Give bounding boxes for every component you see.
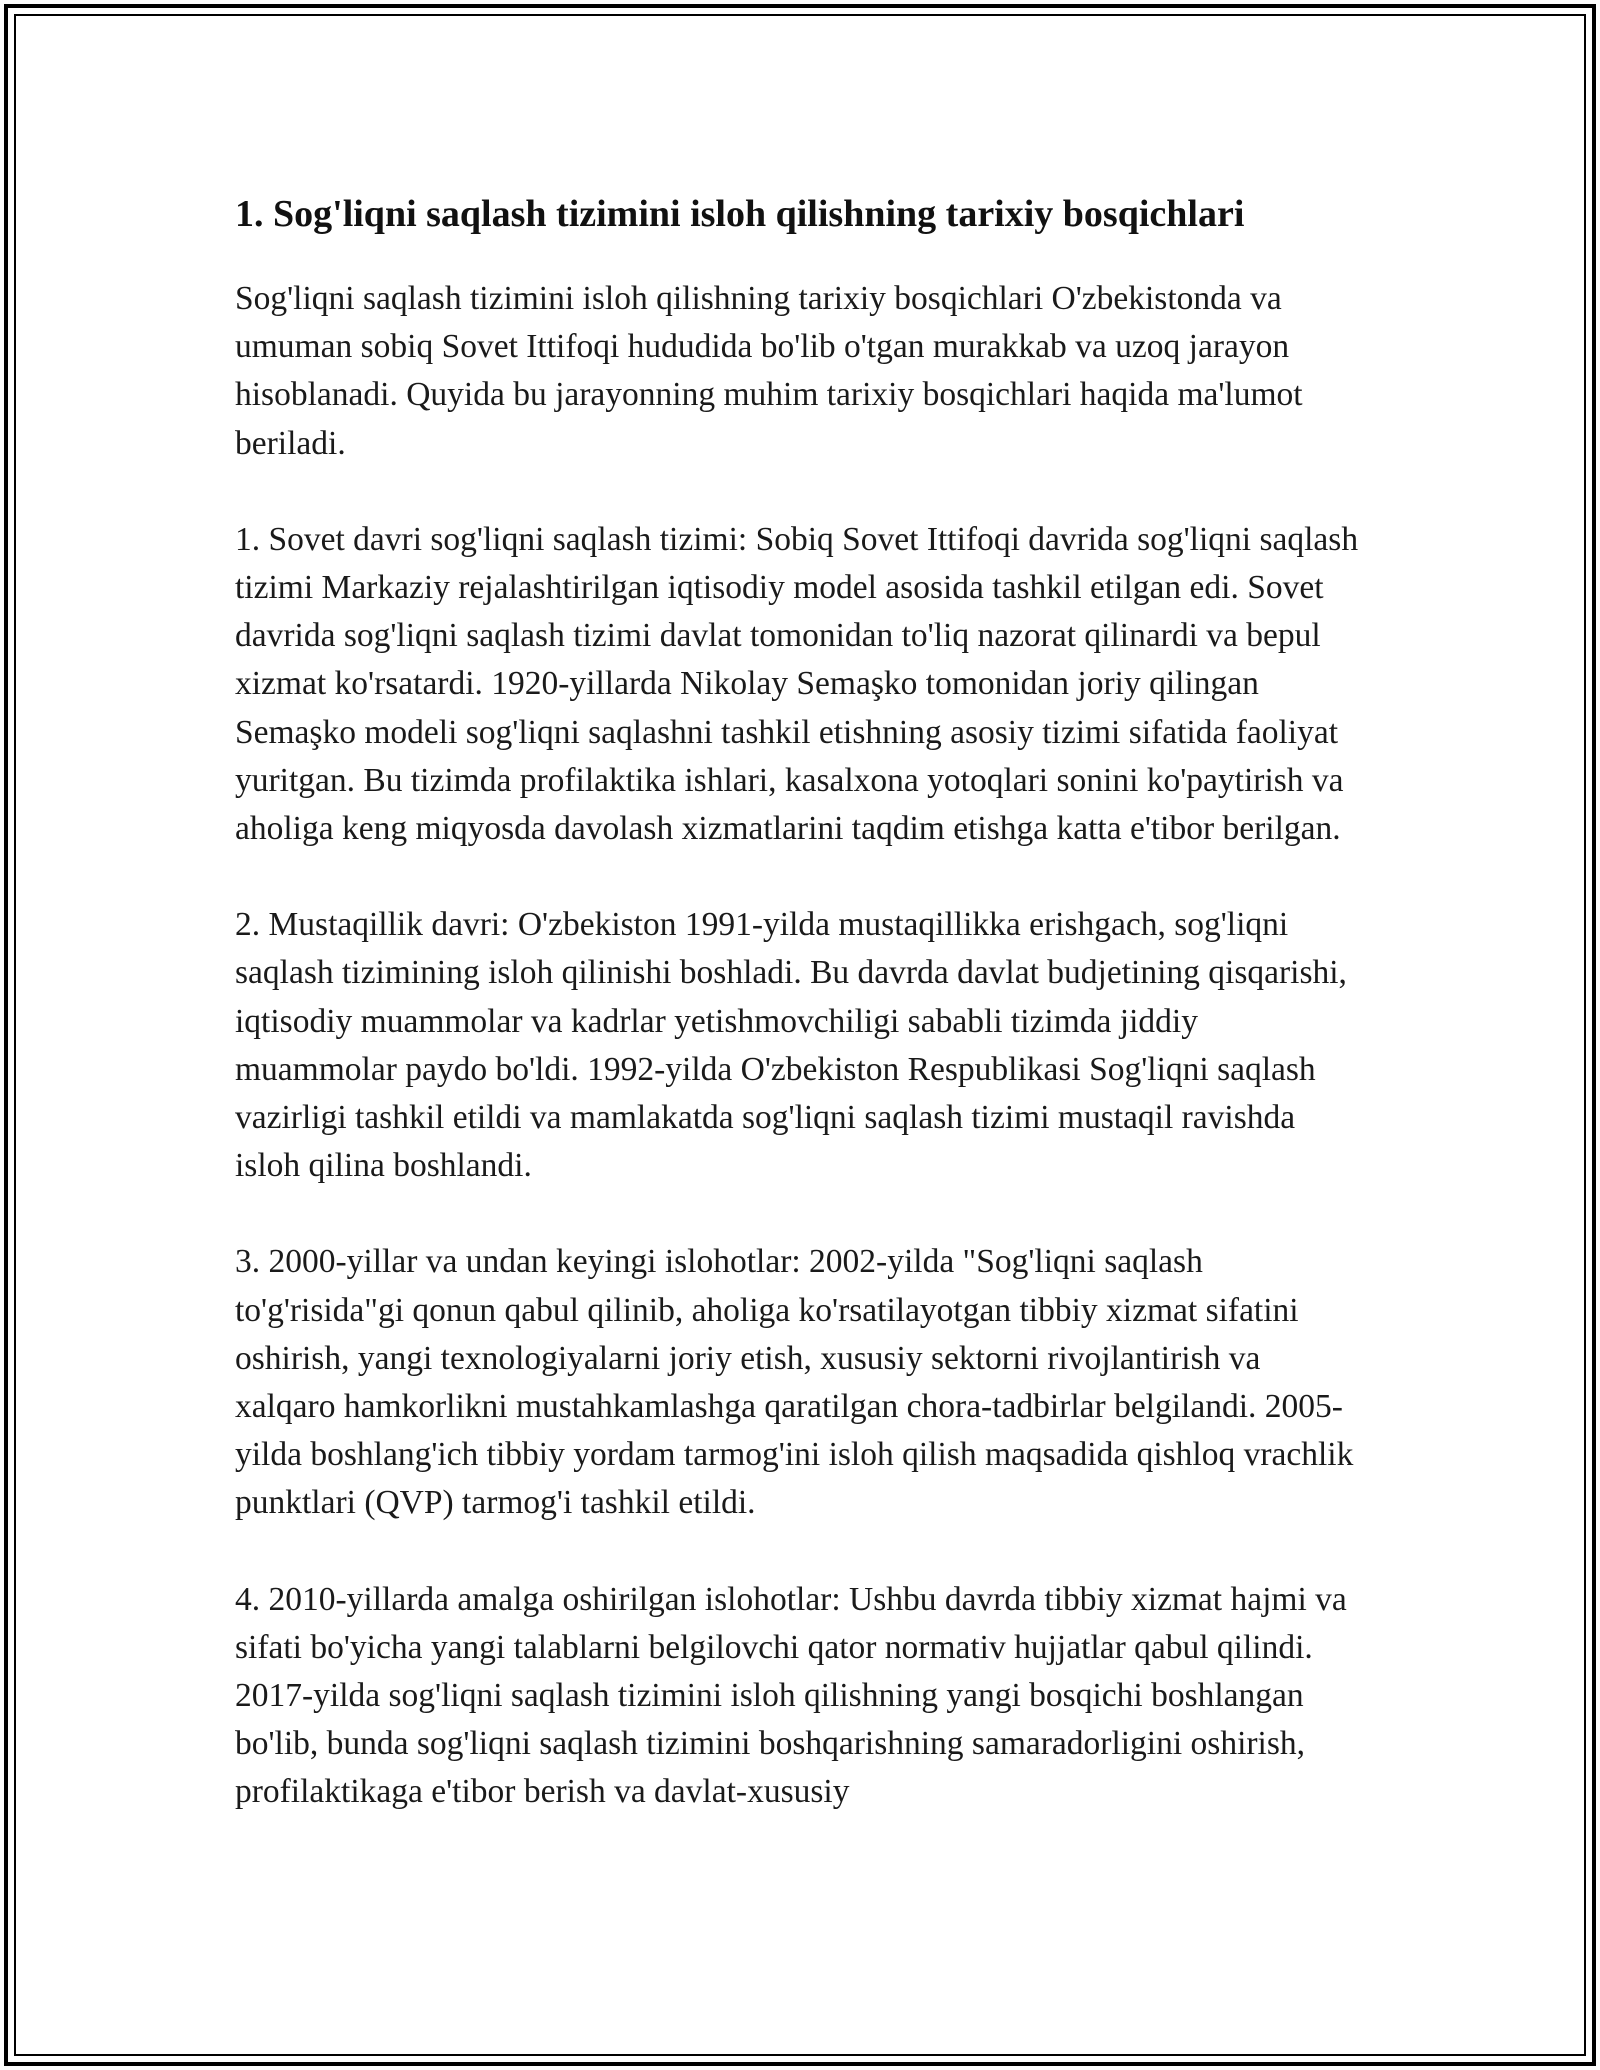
intro-paragraph: Sog'liqni saqlash tizimini isloh qilishning tarixiy bosqichlari O'zbekistonda va umuman sobiq Sovet Ittifoqi hududida bo'lib o'tgan murakkab va uzoq jarayon hisoblanadi. Quyida bu jarayonning muhim tarixiy bosqichlari haqida ma'lumot beriladi.	[235, 280, 1303, 462]
paragraph-independence-period: 2. Mustaqillik davri: O'zbekiston 1991-yilda mustaqillikka erishgach, sog'liqni saqlash tizimining isloh qilinishi boshladi. Bu davrda davlat budjetining qisqarishi, iqtisodiy muammolar va kadrlar yetishmovchiligi sababli tizimda jiddiy muammolar paydo bo'ldi. 1992-yilda O'zbekiston Respublikasi Sog'liqni saqlash vazirligi tashkil etildi va mamlakatda sog'liqni saqlash tizimi mustaqil ravishda isloh qilina boshlandi.	[235, 906, 1347, 1185]
paragraph-soviet-period: 1. Sovet davri sog'liqni saqlash tizimi: Sobiq Sovet Ittifoqi davrida sog'liqni saqlash tizimi Markaziy rejalashtirilgan iqtisodiy model asosida tashkil etilgan edi. Sovet davrida sog'liqni saqlash tizimi davlat tomonidan to'liq nazorat qilinardi va bepul xizmat ko'rsatardi. 1920-yillarda Nikolay Semaşko tomonidan joriy qilingan Semaşko modeli sog'liqni saqlashni tashkil etishning asosiy tizimi sifatida faoliyat yuritgan. Bu tizimda profilaktika ishlari, kasalxona yotoqlari sonini ko'paytirish va aholiga keng miqyosda davolash xizmatlarini taqdim etishga katta e'tibor berilgan.	[235, 520, 1359, 848]
section-heading: 1. Sog'liqni saqlash tizimini isloh qilishning tarixiy bosqichlari	[235, 193, 1245, 235]
document-body	[235, 185, 1365, 1865]
paragraph-2010s-reforms: 4. 2010-yillarda amalga oshirilgan islohotlar: Ushbu davrda tibbiy xizmat hajmi va sifati bo'yicha yangi talablarni belgilovchi qator normativ hujjatlar qabul qilindi. 2017-yilda sog'liqni saqlash tizimini isloh qilishning yangi bosqichi boshlangan bo'lib, bunda sog'liqni saqlash tizimini boshqarishning samaradorligini oshirish, profilaktikaga e'tibor berish va davlat-xususiy	[235, 1580, 1347, 1811]
paragraph-2000s-reforms: 3. 2000-yillar va undan keyingi islohotlar: 2002-yilda "Sog'liqni saqlash to'g'risida"gi qonun qabul qilinib, aholiga ko'rsatilayotgan tibbiy xizmat sifatini oshirish, yangi texnologiyalarni joriy etish, xususiy sektorni rivojlantirish va xalqaro hamkorlikni mustahkamlashga qaratilgan chora-tadbirlar belgilandi. 2005-yilda boshlang'ich tibbiy yordam tarmog'ini isloh qilish maqsadida qishloq vrachlik punktlari (QVP) tarmog'i tashkil etildi.	[235, 1243, 1354, 1522]
